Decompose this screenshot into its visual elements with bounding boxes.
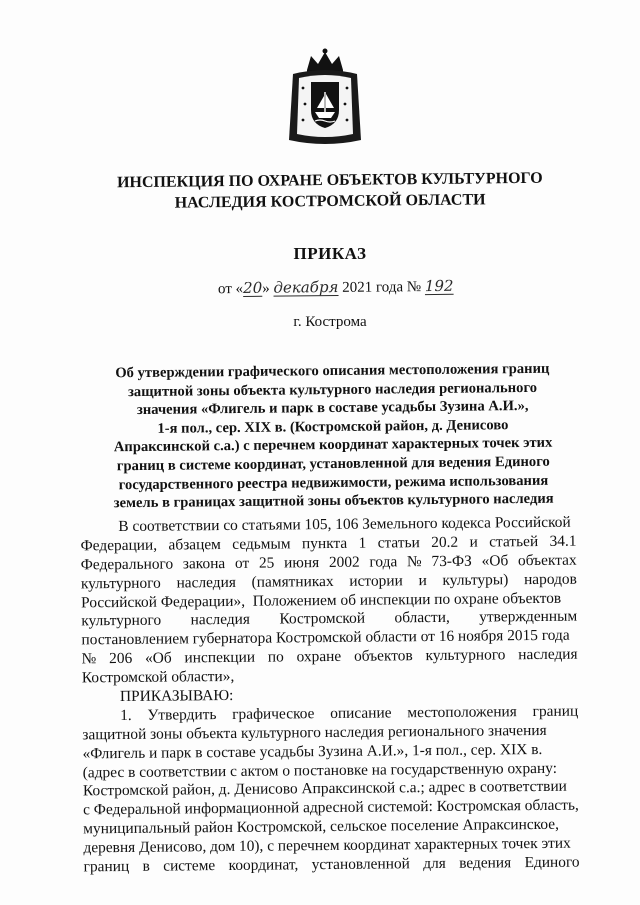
order-title: ПРИКАЗ [293,244,367,263]
body-word: культуры) [442,570,509,589]
subject-line: Об утверждении графического описания местоположения границ [115,360,550,382]
body-word: седьмым [232,535,291,553]
body-word: Костромской области», [81,668,235,687]
body-word: объектов [353,647,413,666]
body-word: объектах [517,551,577,569]
body-word: культурного [81,612,162,630]
body-word: Федерального [80,555,174,574]
body-word: статьей [489,532,539,551]
body-word: закона [182,554,226,573]
body-word: и [469,533,478,551]
subject-line: защитной зоны объекта культурного наследия регионального [127,379,538,400]
body-word: графическое [232,705,315,723]
body-word: 1. [120,706,132,724]
body-word: Единого [524,853,580,872]
organization-name [110,168,550,215]
body-word: народов [523,570,577,588]
organization-name-line-2: НАСЛЕДИЯ КОСТРОМСКОЙ ОБЛАСТИ [174,191,486,212]
order-body-text [80,514,579,878]
subject-line: 1-я пол., сер. XIX в. (Костромской район, д. Денисово [157,416,509,437]
body-word: истории [349,571,403,590]
body-word: «Об [144,649,172,668]
body-word: наследия [176,573,236,592]
order-date-number-line [218,277,454,298]
body-word: для [423,854,446,873]
body-word: «Об [481,552,509,570]
body-word: постановлением губернатора Костромской области от 16 ноября 2015 года [81,627,570,649]
body-word: 73-ФЗ [431,552,472,570]
coat-of-arms-emblem [285,48,365,148]
handwritten-day: 20 [243,278,263,297]
subject-line: Апраксинской с.а.) с перечнем координат характерных точек этих [113,435,553,456]
body-word: Утвердить [147,705,217,724]
handwritten-order-number: 192 [424,276,454,296]
body-word: системе [163,857,216,875]
body-word: в [142,857,150,875]
body-word: 25 [258,554,275,572]
date-separator: » [262,280,274,297]
body-word: 2002 [328,553,360,571]
body-word: инспекции [184,648,256,667]
body-word: 34.1 [549,532,577,550]
organization-name-line-1: ИНСПЕКЦИЯ ПО ОХРАНЕ ОБЪЕКТОВ КУЛЬТУРНОГО [116,169,543,192]
body-word: 1 [358,534,367,552]
body-word: культурного [80,574,161,593]
body-word: № [406,552,422,571]
body-word: Российской Федерации», Положением об инспекции по охране объектов [81,589,562,611]
year-text: 2021 года № [338,279,425,296]
body-word: координат, [228,856,299,875]
body-word: (адрес в соответствии с актом о постановке на государственную охрану: [82,759,558,781]
body-word: (памятниках [251,572,334,591]
subject-line: границ в системе координат, установленной для ведения Единого [116,453,550,475]
body-word: утвержденным [479,608,578,627]
body-word: муниципальный район Костромской, сельское поселение Апраксинское, [83,816,559,838]
body-word: по [267,648,284,666]
body-word: защитной зоны объекта культурного наследия регионального значения [82,721,547,744]
body-word: Костромской район, д. Денисово Апраксинской с.а.; адрес в соответствии [82,778,567,800]
body-word: от [234,554,250,572]
body-word: границ [532,702,579,720]
body-word: июня [284,553,320,572]
body-word: Костромской [279,610,366,628]
date-prefix: от « [217,280,244,298]
order-subject-heading [87,359,579,513]
handwritten-month: декабря [273,277,339,297]
body-word: В соответствии со статьями 105, 106 Земельного кодекса Российской [118,513,571,536]
body-word: деревня Денисово, дом 10), с перечнем координат характерных точек этих [83,834,571,857]
body-word: местоположения [407,703,517,722]
body-word: культурного [425,646,506,665]
body-word: 206 [109,650,133,668]
body-word: и [418,571,427,589]
body-word: «Флигель и парк в составе усадьбы Зузина А.И.», 1-я пол., сер. XIX в. [82,740,543,763]
body-word: охране [296,648,342,666]
body-word: ведения [459,854,512,872]
body-word: № [81,650,97,668]
body-word: описание [330,704,392,722]
body-word: наследия [518,645,578,664]
subject-line: земель в границах защитной зоны объектов культурного наследия [113,490,554,512]
subject-line: государственного реестра недвижимости, режима использования [118,472,549,493]
body-word: области, [394,609,450,627]
body-word: 20.2 [431,533,459,551]
body-word: статьи [377,534,420,552]
subject-line: значения «Флигель и парк в составе усадьбы Зузина А.И.», [136,398,529,419]
body-word: абзацем [168,535,221,554]
body-word: наследия [190,611,251,629]
body-word: установленной [311,855,410,874]
body-word: пункта [301,534,348,553]
body-word: границ [83,857,130,876]
body-word: с Федеральной информационной адресной системой: Костромская область, [83,796,579,819]
body-word: Федерации, [80,536,158,555]
city-location: г. Кострома [293,314,367,330]
body-word: года [369,553,398,571]
body-word: ПРИКАЗЫВАЮ: [119,686,234,706]
